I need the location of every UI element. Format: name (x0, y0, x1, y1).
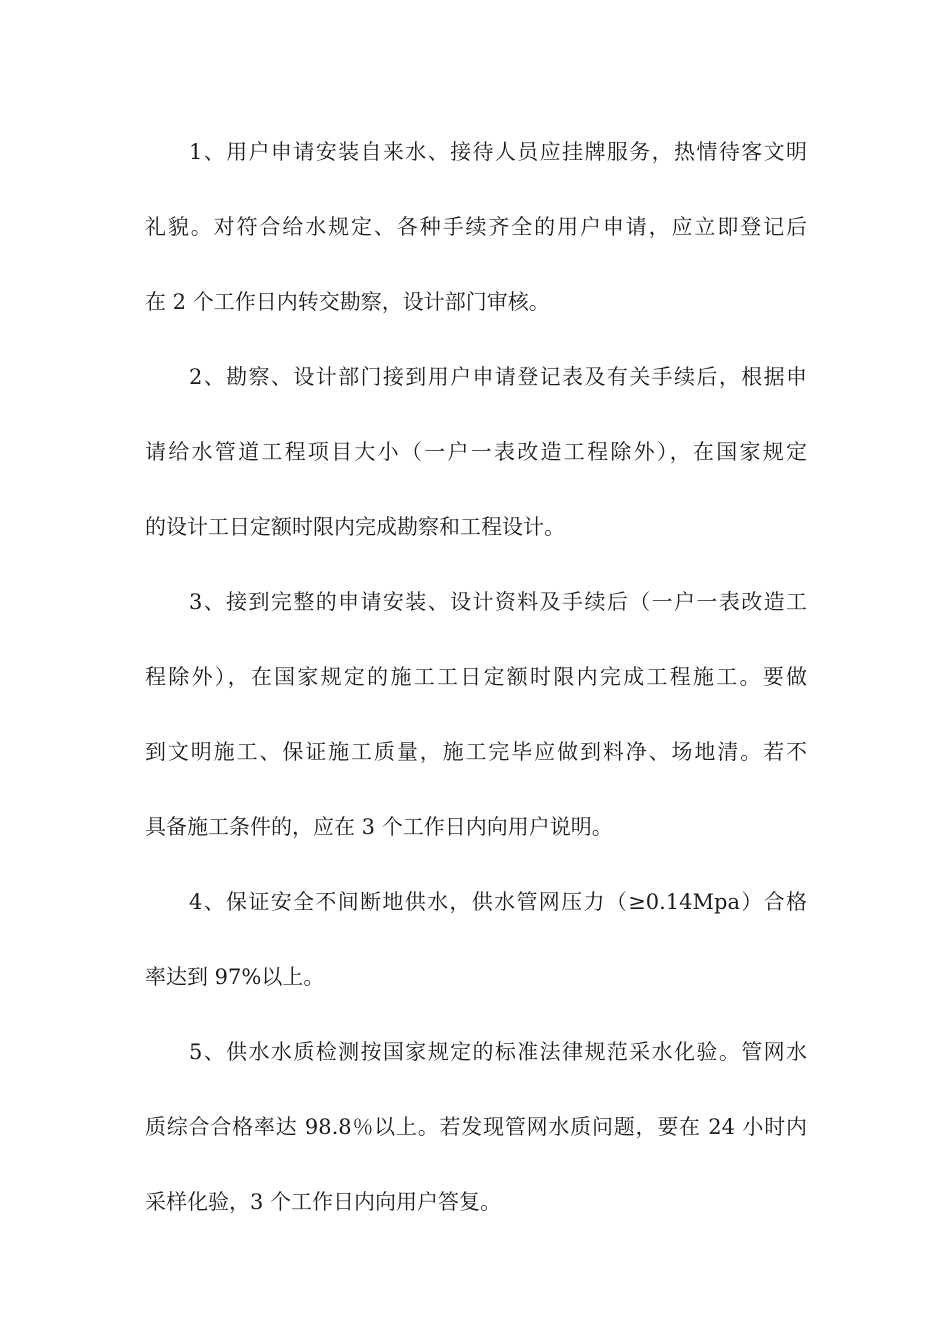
paragraph-3 (145, 572, 807, 872)
paragraph-line: 采样化验，3 个工作日内向用户答复。 (145, 1190, 502, 1214)
paragraph-line: 4、保证安全不间断地供水，供水管网压力（≥0.14Mpa）合格 (189, 890, 807, 914)
paragraph-line: 程除外），在国家规定的施工工日定额时限内完成工程施工。要做 (145, 665, 807, 689)
paragraph-2 (145, 347, 807, 572)
paragraph-1 (145, 122, 807, 347)
document-body (145, 122, 807, 1247)
paragraph-line: 具备施工条件的，应在 3 个工作日内向用户说明。 (145, 815, 613, 839)
paragraph-line: 的设计工日定额时限内完成勘察和工程设计。 (145, 515, 565, 539)
paragraph-4 (145, 872, 807, 1022)
paragraph-line: 5、供水水质检测按国家规定的标准法律规范采水化验。管网水 (189, 1040, 807, 1064)
paragraph-line: 质综合合格率达 98.8％以上。若发现管网水质问题，要在 24 小时内 (145, 1115, 807, 1139)
paragraph-line: 率达到 97%以上。 (145, 965, 325, 989)
paragraph-line: 到文明施工、保证施工质量，施工完毕应做到料净、场地清。若不 (145, 740, 807, 764)
paragraph-line: 请给水管道工程项目大小（一户一表改造工程除外），在国家规定 (145, 440, 807, 464)
paragraph-line: 3、接到完整的申请安装、设计资料及手续后（一户一表改造工 (189, 590, 807, 614)
paragraph-line: 礼貌。对符合给水规定、各种手续齐全的用户申请，应立即登记后 (145, 215, 807, 239)
paragraph-line: 1、用户申请安装自来水、接待人员应挂牌服务，热情待客文明 (189, 140, 807, 164)
paragraph-line: 2、勘察、设计部门接到用户申请登记表及有关手续后，根据申 (189, 365, 807, 389)
paragraph-5 (145, 1022, 807, 1247)
paragraph-line: 在 2 个工作日内转交勘察，设计部门审核。 (145, 290, 550, 314)
